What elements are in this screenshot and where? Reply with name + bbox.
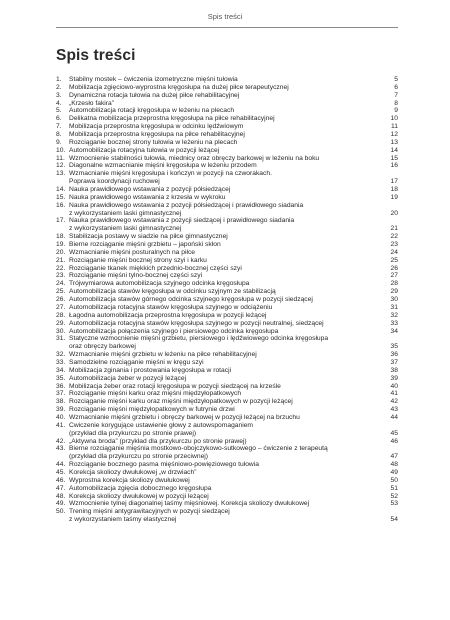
toc-entry-page (378, 422, 398, 430)
toc-entry (56, 390, 398, 398)
toc-entry-number: 30. (56, 327, 66, 335)
toc-entry-page: 27 (390, 272, 398, 280)
toc-entry-title: Rozciąganie mięśni karku oraz mięśni międzyłopatkowych w pozycji leżącej (69, 398, 293, 406)
toc-entry (56, 100, 398, 108)
toc-entry-page: 11 (391, 123, 398, 131)
toc-entry-page: 53 (390, 500, 398, 508)
toc-entry (56, 383, 398, 391)
toc-entry-title: Ćwiczenie korygujące ustawienie głowy z autowspomaganiem (69, 421, 253, 429)
toc-entry-page: 25 (390, 256, 398, 264)
toc-entry-page: 14 (390, 146, 398, 154)
toc-entry (56, 84, 398, 92)
toc-entry (56, 194, 398, 202)
toc-entry (56, 272, 398, 280)
toc-entry-title: Rozciąganie bocznej strony tułowia w leżeniu na plecach (69, 138, 238, 146)
toc-entry-page (378, 335, 398, 343)
toc-entry-number: 42. (56, 437, 66, 445)
toc-entry (56, 202, 398, 210)
toc-entry-page: 36 (390, 351, 398, 359)
toc-entry (56, 375, 398, 383)
toc-entry-title: Automobilizacja stawów górnego odcinka szyjnego kręgosłupa w pozycji siedzącej (69, 296, 313, 304)
toc-entry-page: 16 (390, 162, 398, 170)
toc-entry-number (56, 453, 69, 461)
toc-entry-page: 30 (390, 296, 398, 304)
toc-entry-title: Automobilizacja rotacyjna stawów kręgosłupa szyjnego w pozycji neutralnej, siedzącej (69, 319, 324, 327)
toc-entry-title: Automobilizacja rotacji kręgosłupa w leżeniu na plecach (69, 107, 235, 115)
toc-entry-number: 33. (56, 358, 66, 366)
toc-entry-title: Nauka prawidłowego wstawania z pozycji siedzącej i prawidłowego siadania (69, 217, 295, 225)
toc-entry (56, 147, 398, 155)
toc-entry (56, 249, 398, 257)
toc-entry-page: 18 (390, 186, 398, 194)
toc-entry-page: 54 (390, 516, 398, 524)
toc-entry-title: „Krzesło fakira” (69, 99, 114, 107)
toc-entry (56, 233, 398, 241)
toc-entry-number: 50. (56, 508, 66, 516)
toc-entry-title: Wzmocnienie tylnej diagonalnej taśmy mięśniowej. Korekcja skoliozy dwułukowej (69, 500, 310, 508)
toc-entry-title: Rozciąganie mięśni bocznej strony szyi i karku (69, 256, 207, 264)
toc-entry-title: Samodzielne rozciąganie mięśni w kręgu szyi (69, 358, 204, 366)
toc-entry-number: 22. (56, 264, 66, 272)
toc-entry-title: Wzmacnianie mięśni posturalnych na piłce (69, 248, 196, 256)
toc-entry-number: 23. (56, 272, 66, 280)
toc-entry (56, 312, 398, 320)
toc-entry-number: 29. (56, 319, 66, 327)
toc-entry-number: 27. (56, 303, 66, 311)
toc-entry (56, 500, 398, 508)
toc-entry-page: 52 (390, 492, 398, 500)
toc-entry (56, 186, 398, 194)
toc-entry-page: 6 (394, 83, 398, 91)
toc-entry-title: Mobilizacja zginania i prostowania kręgosłupa w rotacji (69, 366, 232, 374)
toc-entry (56, 469, 398, 477)
toc-entry (56, 335, 398, 343)
toc-entry-page: 51 (390, 484, 398, 492)
toc-entry-title: Automobilizacja żeber w pozycji leżącej (69, 374, 187, 382)
toc-entry-number: 40. (56, 413, 66, 421)
toc-entry (56, 296, 398, 304)
toc-entry-page: 20 (390, 209, 398, 217)
toc-entry-continuation (56, 453, 398, 461)
toc-entry-title: Poprawa koordynacji ruchowej (69, 178, 160, 186)
toc-entry-title: Bierne rozciąganie mięśnia mostkowo-obojczykowo-sutkowego – ćwiczenie z terapeutą (69, 445, 328, 453)
toc-entry (56, 257, 398, 265)
toc-entry-number: 6. (56, 115, 62, 123)
toc-entry (56, 107, 398, 115)
toc-entry-title: Automobilizacja rotacyjna stawów kręgosłupa szyjnego w odciążeniu (69, 303, 273, 311)
toc-entry-title: Trening mięśni antygrawitacyjnych w pozycji siedzącej (69, 508, 230, 516)
toc-entry-title: Automobilizacja zgięcia dobocznego kręgosłupa (69, 484, 212, 492)
toc-entry (56, 493, 398, 501)
toc-entry-page: 12 (390, 131, 398, 139)
toc-entry-page: 9 (394, 107, 398, 115)
toc-entry-number: 38. (56, 398, 66, 406)
toc-entry-number: 28. (56, 311, 66, 319)
toc-entry-number: 17. (56, 217, 66, 225)
toc-entry (56, 288, 398, 296)
toc-entry-number (56, 516, 69, 524)
toc-entry-page (378, 202, 398, 210)
toc-entry-page: 7 (394, 91, 398, 99)
toc-entry-number: 36. (56, 382, 66, 390)
toc-entry-number (56, 343, 69, 351)
toc-entry-number: 5. (56, 107, 62, 115)
toc-entry-number: 21. (56, 256, 66, 264)
toc-entry-page: 39 (390, 374, 398, 382)
toc-entry-number: 41. (56, 421, 66, 429)
toc-entry-title: Wzmacnianie mięśni kręgosłupa i kończyn w pozycji na czworakach. (69, 170, 272, 178)
toc-entry-continuation (56, 225, 398, 233)
toc-entry-page (378, 217, 398, 225)
toc-entry-title: Stabilizacja postawy w siadzie na piłce gimnastycznej (69, 233, 228, 241)
toc-entry-page: 23 (390, 241, 398, 249)
toc-entry-title: Mobilizacja zgięciowo-wyprostna kręgosłupa na dużej piłce terapeutycznej (69, 83, 289, 91)
toc-entry-title: Mobilizacja przeprostna kręgosłupa na piłce rehabilitacyjnej (69, 131, 245, 139)
toc-entry (56, 422, 398, 430)
page-title: Spis treści (56, 47, 136, 64)
toc-entry-number (56, 430, 69, 438)
toc-entry-title: Mobilizacja przeprostna kręgosłupa w odcinku lędźwiowym (69, 123, 244, 131)
toc-entry-page: 34 (390, 327, 398, 335)
toc-entry-page: 35 (390, 343, 398, 351)
table-of-contents (56, 76, 398, 524)
toc-entry (56, 359, 398, 367)
toc-entry-number: 44. (56, 461, 66, 469)
toc-entry-number: 25. (56, 288, 66, 296)
toc-entry-number: 15. (56, 193, 66, 201)
toc-entry-title: Nauka prawidłowego wstawania z pozycji półsiedzącej i prawidłowego siadania (69, 201, 304, 209)
toc-entry-continuation (56, 178, 398, 186)
toc-entry-title: z wykorzystaniem laski gimnastycznej (69, 209, 182, 217)
toc-entry-title: Stabilny mostek – ćwiczenia izometryczne mięśni tułowia (69, 76, 238, 83)
toc-entry-number: 11. (56, 154, 65, 162)
toc-entry (56, 445, 398, 453)
header-rule (56, 27, 398, 28)
toc-entry-number: 10. (56, 146, 66, 154)
toc-entry-number: 18. (56, 233, 66, 241)
toc-entry-page: 21 (390, 225, 398, 233)
toc-entry (56, 170, 398, 178)
toc-entry-title: Nauka prawidłowego wstawania z krzesła w wykroku (69, 193, 226, 201)
toc-entry-number: 7. (56, 123, 62, 131)
toc-entry-title: Bierne rozciąganie mięśni grzbietu – japoński skłon (69, 241, 221, 249)
toc-entry-title: Nauka prawidłowego wstawania z pozycji półsiedzącej (69, 186, 231, 194)
toc-entry-number: 34. (56, 366, 66, 374)
toc-entry-page: 37 (390, 358, 398, 366)
toc-entry-page: 26 (390, 264, 398, 272)
toc-entry-title: Rozciąganie mięśni karku oraz mięśni międzyłopatkowych (69, 390, 242, 398)
toc-entry-number (56, 225, 69, 233)
toc-entry-title: (przykład dla przykurczu po stronie przeciwnej) (69, 453, 209, 461)
toc-entry-page: 40 (390, 382, 398, 390)
toc-entry (56, 398, 398, 406)
toc-entry (56, 131, 398, 139)
toc-entry-number: 24. (56, 280, 66, 288)
toc-entry (56, 265, 398, 273)
toc-entry (56, 414, 398, 422)
toc-entry-page: 46 (390, 437, 398, 445)
toc-entry-title: Trójwymiarowa automobilizacja szyjnego odcinka kręgosłupa (69, 280, 250, 288)
toc-entry-number: 46. (56, 476, 66, 484)
toc-entry-number: 43. (56, 445, 66, 453)
toc-entry-title: Wzmacnianie mięśni grzbietu i obręczy barkowej w pozycji leżącej na brzuchu (69, 413, 300, 421)
toc-entry-number: 45. (56, 468, 66, 476)
toc-entry (56, 438, 398, 446)
toc-entry-number (56, 178, 69, 186)
toc-entry (56, 280, 398, 288)
toc-entry-page: 33 (390, 319, 398, 327)
toc-entry (56, 139, 398, 147)
toc-entry-page: 17 (390, 178, 398, 186)
toc-entry (56, 328, 398, 336)
toc-entry-number (56, 210, 69, 218)
toc-entry (56, 304, 398, 312)
toc-entry (56, 320, 398, 328)
toc-entry-page: 19 (390, 193, 398, 201)
toc-entry-page: 49 (390, 468, 398, 476)
toc-entry-number: 3. (56, 91, 62, 99)
toc-entry (56, 217, 398, 225)
toc-entry-page (378, 445, 398, 453)
toc-entry-continuation (56, 516, 398, 524)
running-header: Spis treści (207, 12, 243, 21)
toc-entry-page: 41 (390, 390, 398, 398)
toc-entry-number: 26. (56, 296, 66, 304)
toc-entry-title: Automobilizacja stawów kręgosłupa w odcinku szyjnym ze stabilizacją (69, 288, 276, 296)
toc-entry-number: 4. (56, 99, 62, 107)
toc-entry-page: 15 (390, 154, 398, 162)
toc-entry-title: Dynamiczna rotacja tułowia na dużej piłce rehabilitacyjnej (69, 91, 240, 99)
toc-entry-page: 45 (390, 429, 398, 437)
toc-entry-title: Statyczne wzmocnienie mięśni grzbietu, piersiowego i lędźwiowego odcinka kręgosłupa (69, 335, 329, 343)
toc-entry (56, 351, 398, 359)
toc-entry-title: Rozciąganie mięśni międzyłopatkowych w futrynie drzwi (69, 406, 235, 414)
toc-entry (56, 485, 398, 493)
toc-entry-page: 44 (390, 413, 398, 421)
toc-entry-page (378, 508, 398, 516)
toc-entry-number: 12. (56, 162, 66, 170)
toc-entry-title: Mobilizacja żeber oraz rotacji kręgosłupa w pozycji siedzącej na krześle (69, 382, 281, 390)
toc-entry-number: 16. (56, 201, 66, 209)
toc-entry-number: 2. (56, 83, 62, 91)
toc-entry (56, 76, 398, 84)
toc-entry-title: Automobilizacja rotacyjna tułowia w pozycji leżącej (69, 146, 220, 154)
toc-entry-number: 47. (56, 484, 66, 492)
toc-entry-title: z wykorzystaniem taśmy elastycznej (69, 516, 177, 524)
toc-entry (56, 367, 398, 375)
toc-entry-page: 29 (390, 288, 398, 296)
toc-entry-number: 13. (56, 170, 66, 178)
toc-entry-continuation (56, 210, 398, 218)
toc-entry-title: oraz obręczy barkowej (69, 343, 136, 351)
toc-entry (56, 162, 398, 170)
toc-entry-title: Łagodna automobilizacja przeprostna kręgosłupa w pozycji leżącej (69, 311, 267, 319)
toc-entry-page: 8 (394, 99, 398, 107)
toc-entry-title: Rozciąganie tkanek miękkich przednio-bocznej części szyi (69, 264, 242, 272)
toc-entry-title: Automobilizacja połączenia szyjnego i piersiowego odcinka kręgosłupa (69, 327, 279, 335)
toc-entry-page: 50 (390, 476, 398, 484)
toc-entry-page: 32 (390, 311, 398, 319)
toc-entry-number: 49. (56, 500, 66, 508)
toc-entry-page: 22 (390, 233, 398, 241)
toc-entry (56, 477, 398, 485)
toc-entry-number: 1. (56, 76, 62, 83)
toc-entry-page: 10 (390, 115, 398, 123)
toc-entry-page: 43 (390, 406, 398, 414)
toc-entry-title: Wzmocnienie stabilności tułowia, miednicy oraz obręczy barkowej w leżeniu na boku (69, 154, 320, 162)
toc-entry-number: 14. (56, 186, 66, 194)
toc-entry-title: Wyprostna korekcja skoliozy dwułukowej (69, 476, 190, 484)
toc-entry-title: Diagonalne wzmacnianie mięśni kręgosłupa w leżeniu przodem (69, 162, 257, 170)
toc-entry-continuation (56, 343, 398, 351)
toc-entry (56, 115, 398, 123)
toc-entry (56, 92, 398, 100)
toc-entry-page: 48 (390, 461, 398, 469)
toc-entry-number: 37. (56, 390, 66, 398)
toc-entry-title: z wykorzystaniem laski gimnastycznej (69, 225, 182, 233)
toc-entry-title: Wzmacnianie mięśni grzbietu w leżeniu na piłce rehabilitacyjnej (69, 351, 257, 359)
toc-entry-page: 31 (390, 303, 398, 311)
toc-entry-continuation (56, 430, 398, 438)
toc-entry (56, 461, 398, 469)
toc-entry-title: Delikatna mobilizacja przeprostna kręgosłupa na piłce rehabilitacyjnej (69, 115, 275, 123)
toc-entry-title: Rozciąganie bocznego pasma mięśniowo-powięziowego tułowia (69, 461, 259, 469)
toc-entry-page: 24 (390, 248, 398, 256)
toc-entry-number: 35. (56, 374, 66, 382)
toc-entry-number: 31. (56, 335, 66, 343)
toc-entry-number: 19. (56, 241, 66, 249)
toc-entry-number: 32. (56, 351, 66, 359)
toc-entry-number: 48. (56, 492, 66, 500)
toc-entry-page: 42 (390, 398, 398, 406)
toc-entry-number: 9. (56, 138, 62, 146)
toc-entry (56, 123, 398, 131)
toc-entry-page: 5 (394, 76, 398, 83)
toc-entry (56, 406, 398, 414)
toc-entry-title: Korekcja skoliozy dwułukowej w pozycji leżącej (69, 492, 209, 500)
toc-entry (56, 508, 398, 516)
toc-entry-title: Korekcja skoliozy dwułukowej „w drzwiach” (69, 468, 197, 476)
toc-entry-page (378, 170, 398, 178)
toc-entry-page: 13 (390, 138, 398, 146)
toc-entry-number: 8. (56, 131, 62, 139)
toc-entry-number: 20. (56, 248, 66, 256)
toc-entry (56, 155, 398, 163)
toc-entry-title: Rozciąganie mięśni tylno-bocznej części szyi (69, 272, 203, 280)
toc-entry-page: 47 (390, 453, 398, 461)
toc-entry (56, 241, 398, 249)
toc-entry-page: 38 (390, 366, 398, 374)
toc-entry-page: 28 (390, 280, 398, 288)
toc-entry-number: 39. (56, 406, 66, 414)
toc-entry-title: (przykład dla przykurczu po stronie prawej) (69, 429, 197, 437)
toc-entry-title: „Aktywna broda” (przykład dla przykurczu po stronie prawej) (69, 437, 247, 445)
